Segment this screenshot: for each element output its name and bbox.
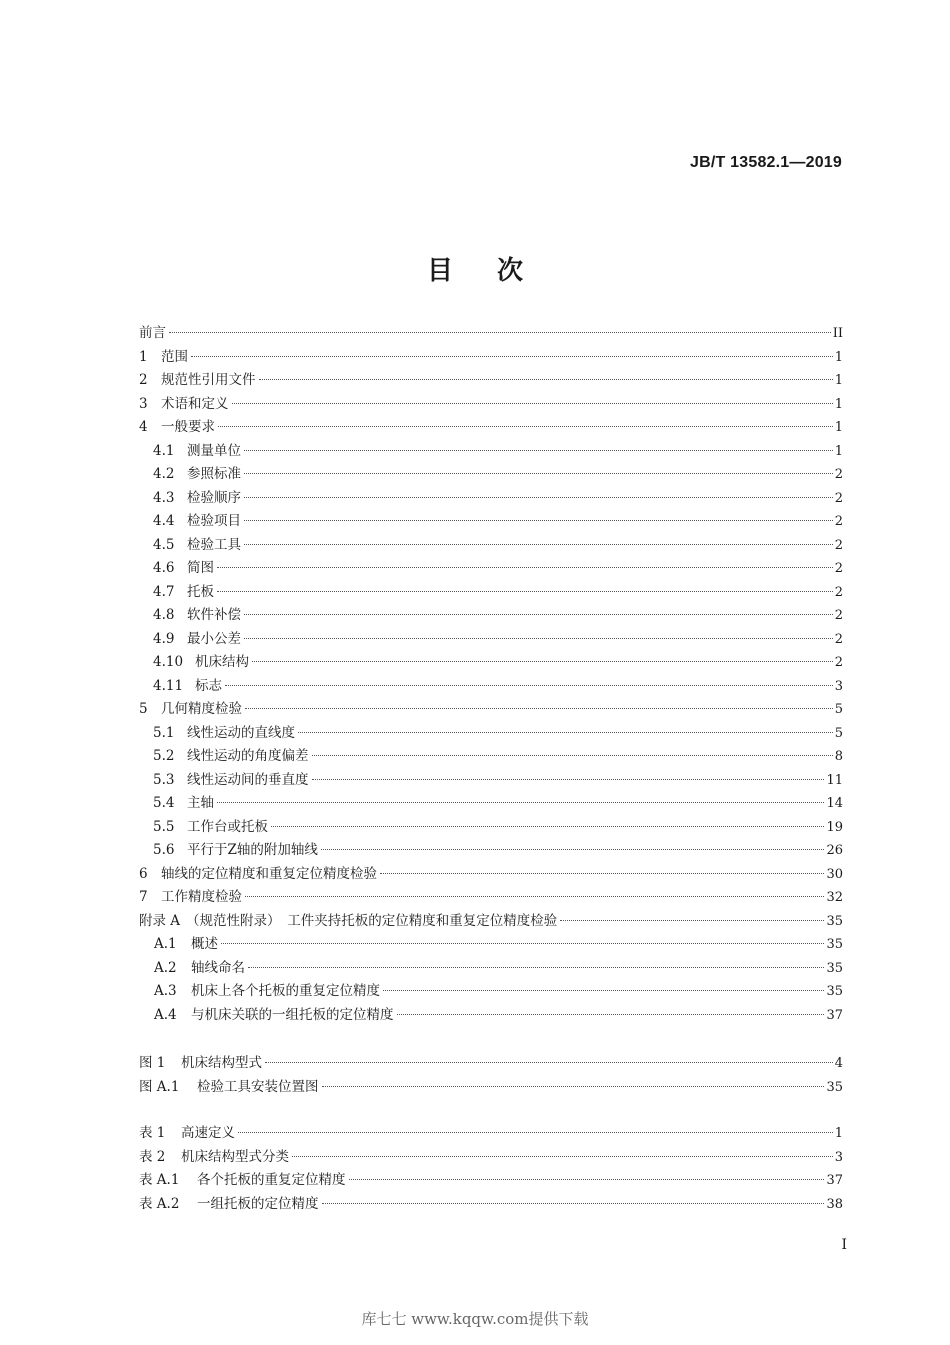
table-of-contents <box>139 322 843 1027</box>
entry-page: 11 <box>826 772 843 788</box>
entry-number: 4.6 <box>153 560 175 576</box>
entry-label: 前言 <box>139 325 166 341</box>
entry-number: 表 1 <box>139 1125 166 1141</box>
entry-label: 平行于Z轴的附加轴线 <box>187 842 318 858</box>
figure-entry[interactable] <box>139 1076 843 1100</box>
entry-number: 4.4 <box>153 513 175 529</box>
entry-label: 一般要求 <box>161 419 215 435</box>
toc-entry[interactable] <box>139 393 843 417</box>
entry-label: 几何精度检验 <box>161 701 242 717</box>
table-entry[interactable] <box>139 1146 843 1170</box>
toc-entry[interactable] <box>139 957 843 981</box>
entry-number: 表 A.2 <box>139 1195 180 1212</box>
standard-code: JB/T 13582.1—2019 <box>690 154 842 171</box>
entry-page: 35 <box>826 984 843 999</box>
entry-number: 3 <box>139 395 148 412</box>
entry-number: 5.3 <box>153 771 175 788</box>
entry-number: 6 <box>139 865 148 882</box>
footer-watermark: 库七七 www.kqqw.com提供下载 <box>361 1310 589 1328</box>
toc-entry[interactable] <box>139 792 843 816</box>
entry-label: 参照标准 <box>187 466 241 482</box>
dot-leader <box>244 497 833 498</box>
entry-page: 2 <box>834 561 843 576</box>
entry-label: 机床结构型式 <box>181 1055 262 1071</box>
dot-leader <box>244 450 833 451</box>
entry-page: 30 <box>826 866 843 882</box>
entry-label: 一组托板的定位精度 <box>197 1195 319 1212</box>
toc-entry[interactable] <box>139 322 843 346</box>
entry-number: 5 <box>139 701 148 717</box>
entry-page: 3 <box>834 678 843 694</box>
entry-number: 4.1 <box>153 442 175 459</box>
toc-entry[interactable] <box>139 769 843 793</box>
table-entry[interactable] <box>139 1169 843 1193</box>
entry-label: 简图 <box>187 560 214 576</box>
entry-page: 5 <box>834 702 843 717</box>
table-entry[interactable] <box>139 1193 843 1217</box>
toc-entry[interactable] <box>139 510 843 534</box>
dot-leader <box>218 426 833 427</box>
dot-leader <box>252 661 833 662</box>
toc-entry[interactable] <box>139 463 843 487</box>
list-of-figures <box>139 1052 843 1099</box>
dot-leader <box>225 685 833 686</box>
toc-entry[interactable] <box>139 933 843 957</box>
entry-label: 检验工具 <box>187 536 241 553</box>
toc-entry[interactable] <box>139 886 843 910</box>
entry-label: 线性运动的直线度 <box>187 724 295 741</box>
dot-leader <box>312 755 833 756</box>
entry-page: 37 <box>826 1007 843 1023</box>
toc-entry[interactable] <box>139 534 843 558</box>
entry-page: II <box>832 326 843 341</box>
dot-leader <box>244 473 833 474</box>
entry-number: 4.5 <box>153 536 175 553</box>
entry-page: 35 <box>826 937 843 952</box>
toc-entry[interactable] <box>139 816 843 840</box>
toc-entry[interactable] <box>139 863 843 887</box>
entry-page: 1 <box>834 443 843 459</box>
toc-entry[interactable] <box>139 346 843 370</box>
entry-page: 2 <box>834 608 843 623</box>
entry-page: 35 <box>826 960 843 976</box>
entry-label: 检验工具安装位置图 <box>197 1078 319 1095</box>
dot-leader <box>271 826 824 827</box>
entry-label: 线性运动间的垂直度 <box>187 771 309 788</box>
entry-number: 表 A.1 <box>139 1172 180 1188</box>
dot-leader <box>292 1156 833 1157</box>
dot-leader <box>380 873 824 874</box>
entry-number: 4.7 <box>153 583 175 600</box>
entry-page: 2 <box>834 537 843 553</box>
toc-entry[interactable] <box>139 745 843 769</box>
dot-leader <box>248 967 824 968</box>
toc-entry[interactable] <box>139 440 843 464</box>
entry-number: 4.10 <box>153 654 184 670</box>
entry-number: A.1 <box>154 936 177 952</box>
toc-entry[interactable] <box>139 1004 843 1028</box>
entry-label: 检验项目 <box>187 513 241 529</box>
entry-label: 软件补偿 <box>187 607 241 623</box>
entry-page: 2 <box>834 584 843 600</box>
entry-label: 检验顺序 <box>187 489 241 506</box>
entry-number: 2 <box>139 372 148 388</box>
entry-label: 机床上各个托板的重复定位精度 <box>191 983 380 999</box>
entry-page: 1 <box>834 396 843 412</box>
toc-entry[interactable] <box>139 980 843 1004</box>
entry-number: 7 <box>139 889 148 905</box>
entry-page: 35 <box>826 913 843 929</box>
entry-label: 测量单位 <box>187 442 241 459</box>
entry-page: 37 <box>826 1173 843 1188</box>
entry-number: 1 <box>139 348 148 365</box>
dot-leader <box>244 544 833 545</box>
table-entry[interactable] <box>139 1122 843 1146</box>
entry-label: 轴线的定位精度和重复定位精度检验 <box>161 865 377 882</box>
entry-number: 图 1 <box>139 1055 166 1071</box>
entry-label: 术语和定义 <box>161 395 229 412</box>
entry-label: 标志 <box>195 677 222 694</box>
dot-leader <box>191 356 833 357</box>
dot-leader <box>265 1062 833 1063</box>
toc-entry[interactable] <box>139 604 843 628</box>
dot-leader <box>312 779 825 780</box>
entry-number: 4.3 <box>153 489 175 506</box>
dot-leader <box>321 849 825 850</box>
dot-leader <box>298 732 833 733</box>
entry-label: 与机床关联的一组托板的定位精度 <box>191 1006 394 1023</box>
toc-entry[interactable] <box>139 416 843 440</box>
dot-leader <box>244 614 833 615</box>
entry-label: 机床结构 <box>195 654 249 670</box>
dot-leader <box>245 896 824 897</box>
entry-page: 32 <box>826 890 843 905</box>
entry-page: 1 <box>834 349 843 365</box>
entry-page: 2 <box>834 514 843 529</box>
entry-label: 概述 <box>191 936 218 952</box>
entry-label: （规范性附录） 工件夹持托板的定位精度和重复定位精度检验 <box>186 912 558 929</box>
entry-label: 轴线命名 <box>191 959 245 976</box>
entry-page: 2 <box>834 467 843 482</box>
entry-page: 35 <box>826 1079 843 1095</box>
page-number: I <box>841 1237 847 1253</box>
entry-number: 5.4 <box>153 795 175 811</box>
entry-page: 3 <box>834 1149 843 1165</box>
dot-leader <box>232 403 833 404</box>
entry-label: 主轴 <box>187 795 214 811</box>
entry-label: 范围 <box>161 348 188 365</box>
dot-leader <box>217 567 833 568</box>
entry-number: 4.9 <box>153 630 175 647</box>
dot-leader <box>244 638 833 639</box>
dot-leader <box>169 332 831 333</box>
entry-number: 附录 A <box>139 912 181 929</box>
toc-entry[interactable] <box>139 369 843 393</box>
list-of-tables <box>139 1122 843 1216</box>
entry-page: 26 <box>826 843 843 858</box>
entry-page: 2 <box>834 490 843 506</box>
toc-entry[interactable] <box>139 722 843 746</box>
dot-leader <box>383 990 824 991</box>
entry-label: 工作精度检验 <box>161 889 242 905</box>
entry-label: 各个托板的重复定位精度 <box>197 1172 346 1188</box>
entry-page: 4 <box>834 1056 843 1071</box>
toc-entry[interactable] <box>139 910 843 934</box>
entry-number: 4 <box>139 419 148 435</box>
entry-number: 5.6 <box>153 842 175 858</box>
entry-page: 1 <box>834 1126 843 1141</box>
entry-number: A.4 <box>154 1006 177 1023</box>
dot-leader <box>560 920 824 921</box>
dot-leader <box>217 591 833 592</box>
entry-label: 规范性引用文件 <box>161 372 256 388</box>
toc-entry[interactable] <box>139 698 843 722</box>
entry-label: 最小公差 <box>187 630 241 647</box>
entry-number: 图 A.1 <box>139 1078 180 1095</box>
entry-number: 5.5 <box>153 818 175 835</box>
entry-label: 托板 <box>187 583 214 600</box>
entry-page: 1 <box>834 420 843 435</box>
entry-page: 38 <box>826 1196 843 1212</box>
entry-number: 表 2 <box>139 1148 166 1165</box>
entry-label: 机床结构型式分类 <box>181 1148 289 1165</box>
entry-number: 5.2 <box>153 748 175 764</box>
dot-leader <box>245 708 833 709</box>
toc-entry[interactable] <box>139 557 843 581</box>
entry-page: 1 <box>834 373 843 388</box>
dot-leader <box>322 1086 825 1087</box>
entry-page: 2 <box>834 631 843 647</box>
entry-number: A.3 <box>154 983 177 999</box>
entry-number: 4.2 <box>153 466 175 482</box>
dot-leader <box>397 1014 825 1015</box>
toc-entry[interactable] <box>139 487 843 511</box>
figure-entry[interactable] <box>139 1052 843 1076</box>
toc-entry[interactable] <box>139 675 843 699</box>
toc-entry[interactable] <box>139 628 843 652</box>
toc-entry[interactable] <box>139 581 843 605</box>
entry-number: 4.11 <box>153 677 184 694</box>
entry-number: 5.1 <box>153 724 175 741</box>
entry-label: 线性运动的角度偏差 <box>187 748 309 764</box>
entry-number: 4.8 <box>153 607 175 623</box>
entry-page: 5 <box>834 725 843 741</box>
dot-leader <box>238 1132 833 1133</box>
dot-leader <box>217 802 824 803</box>
dot-leader <box>221 943 824 944</box>
dot-leader <box>259 379 833 380</box>
entry-page: 14 <box>826 796 843 811</box>
entry-number: A.2 <box>154 959 177 976</box>
entry-page: 19 <box>826 819 843 835</box>
entry-page: 8 <box>834 749 843 764</box>
page-title: 目次 <box>426 256 567 286</box>
toc-entry[interactable] <box>139 651 843 675</box>
entry-label: 工作台或托板 <box>187 818 268 835</box>
entry-label: 高速定义 <box>181 1125 235 1141</box>
toc-entry[interactable] <box>139 839 843 863</box>
entry-page: 2 <box>834 655 843 670</box>
dot-leader <box>322 1203 825 1204</box>
dot-leader <box>349 1179 825 1180</box>
dot-leader <box>244 520 833 521</box>
